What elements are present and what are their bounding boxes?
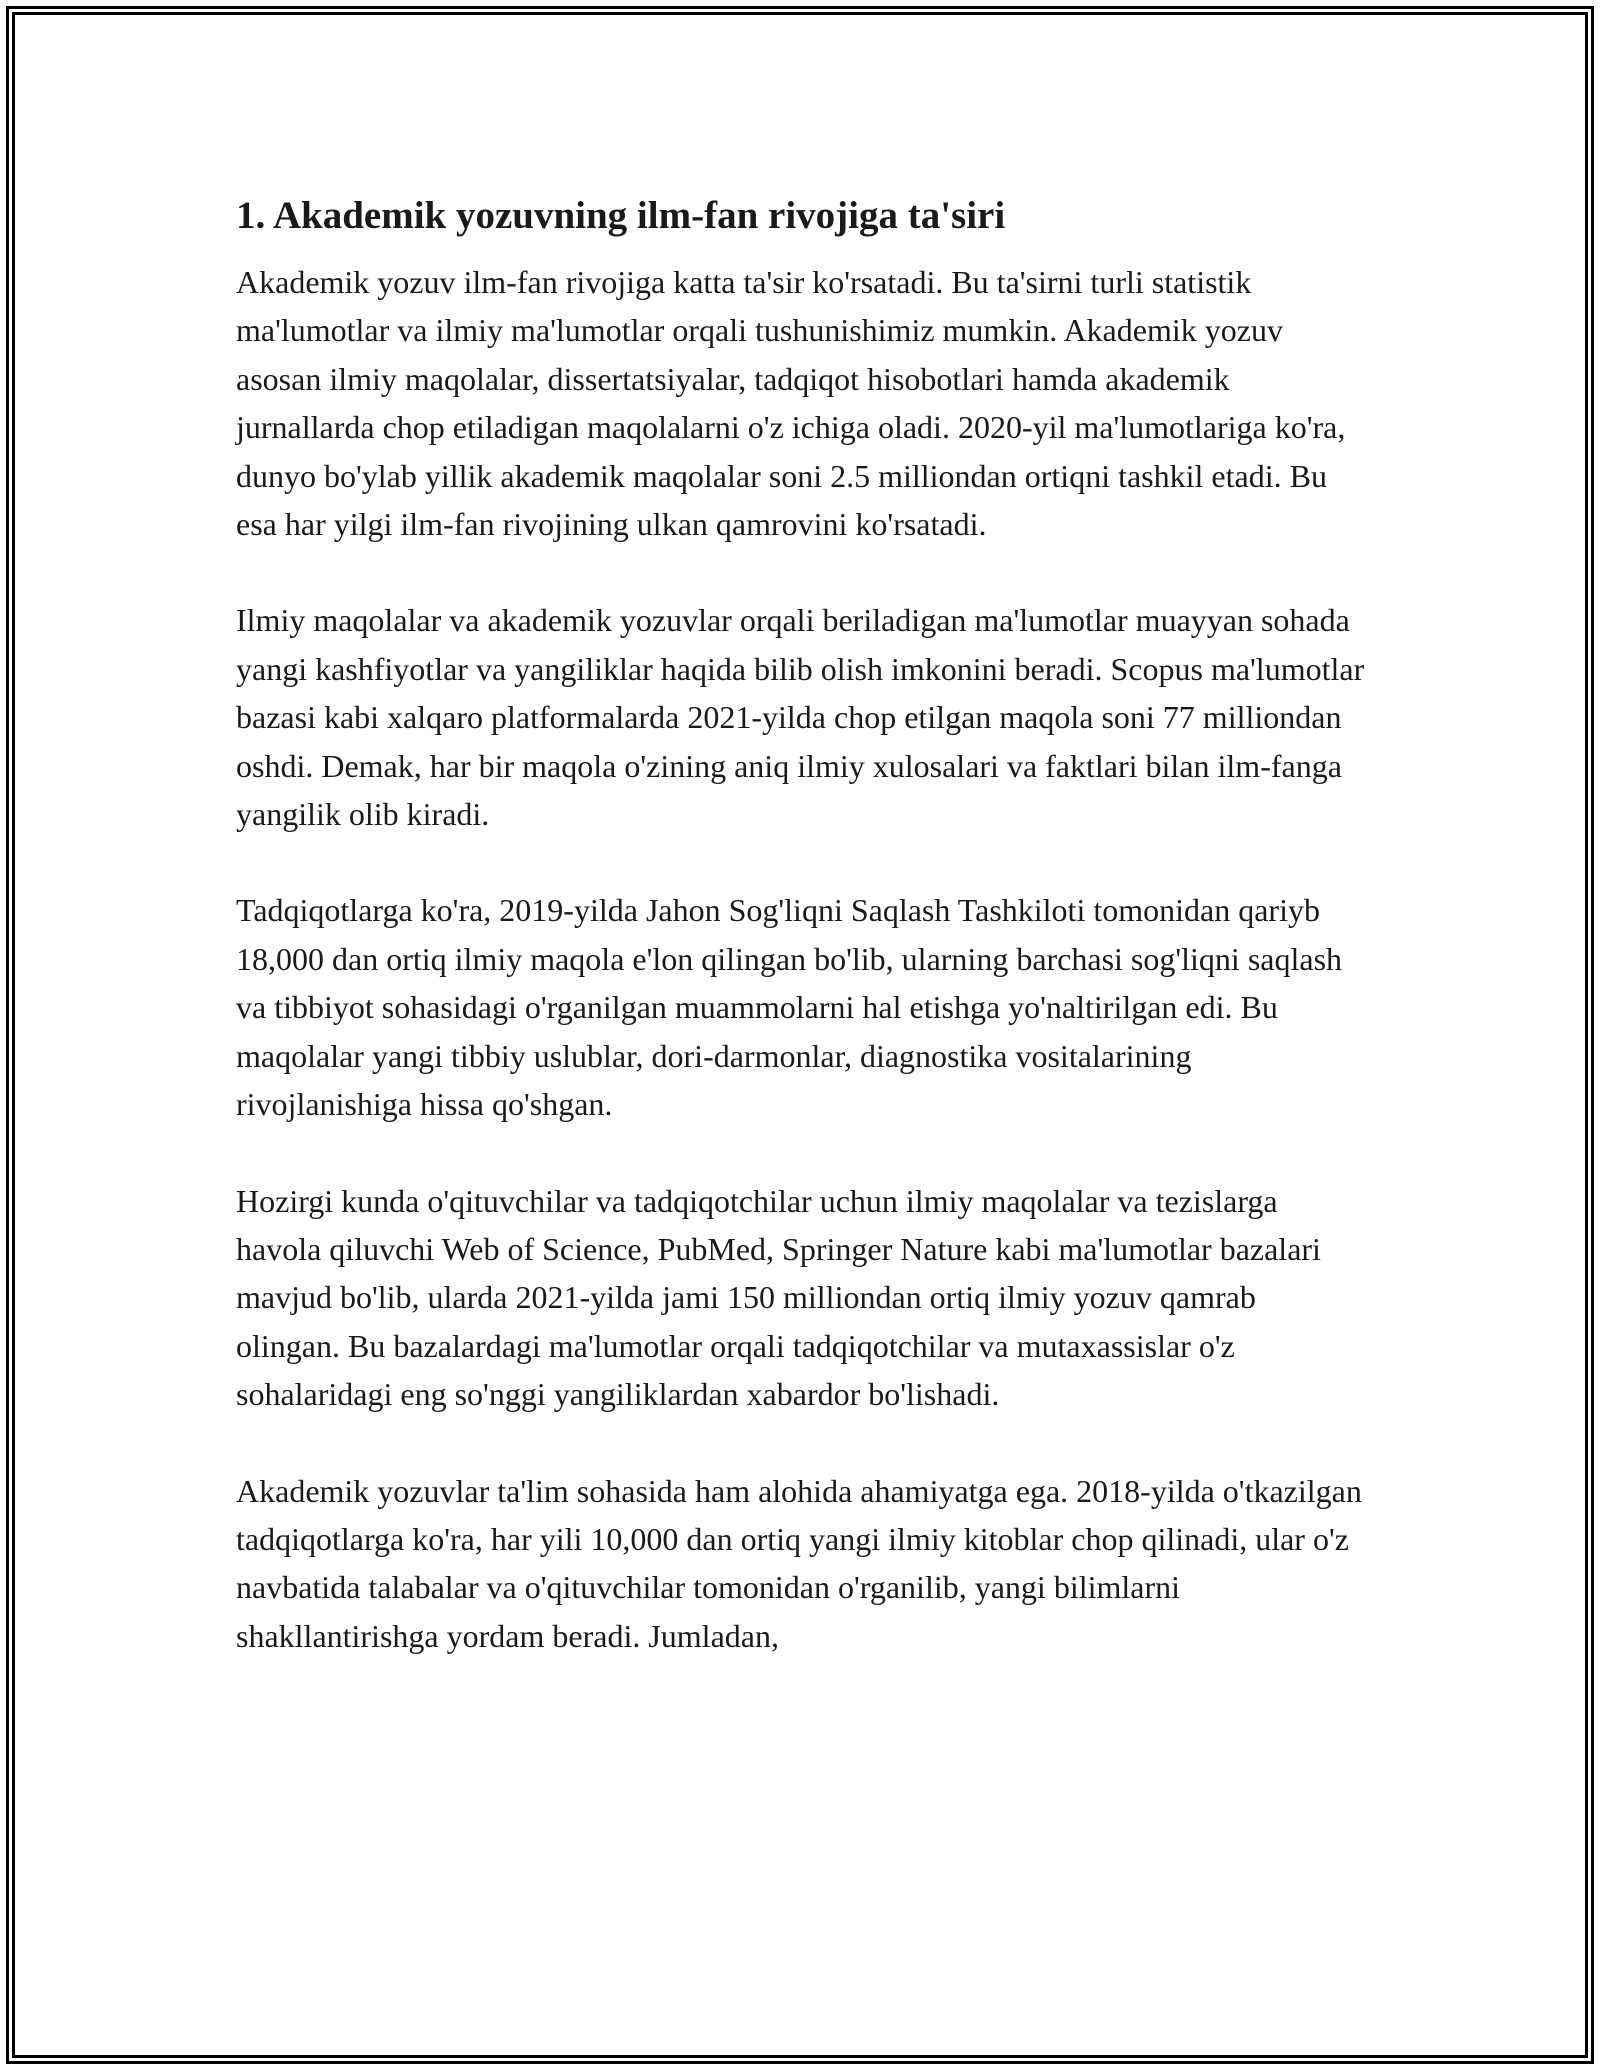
paragraph-4: Hozirgi kunda o'qituvchilar va tadqiqotchilar uchun ilmiy maqolalar va tezislarga havola qiluvchi Web of Science, PubMed, Springer Nature kabi ma'lumotlar bazalari mavjud bo'lib, ularda 2021-yilda jami 150 milliondan ortiq ilmiy yozuv qamrab olingan. Bu bazalardagi ma'lumotlar orqali tadqiqotchilar va mutaxassislar o'z sohalaridagi eng so'nggi yangiliklardan xabardor bo'lishadi.: [236, 1182, 1321, 1413]
paragraph-1: Akademik yozuv ilm-fan rivojiga katta ta'sir ko'rsatadi. Bu ta'sirni turli statistik ma'lumotlar va ilmiy ma'lumotlar orqali tushunishimiz mumkin. Akademik yozuv asosan ilmiy maqolalar, dissertatsiyalar, tadqiqot hisobotlari hamda akademik jurnallarda chop etiladigan maqolalarni o'z ichiga oladi. 2020-yil ma'lumotlariga ko'ra, dunyo bo'ylab yillik akademik maqolalar soni 2.5 milliondan ortiqni tashkil etadi. Bu esa har yilgi ilm-fan rivojining ulkan qamrovini ko'rsatadi.: [236, 264, 1346, 543]
section-heading: 1. Akademik yozuvning ilm-fan rivojiga ta'siri: [236, 194, 1006, 237]
document-body: [236, 190, 1366, 1708]
paragraph-5: Akademik yozuvlar ta'lim sohasida ham alohida ahamiyatga ega. 2018-yilda o'tkazilgan tadqiqotlarga ko'ra, har yili 10,000 dan ortiq yangi ilmiy kitoblar chop qilinadi, ular o'z navbatida talabalar va o'qituvchilar tomonidan o'rganilib, yangi bilimlarni shakllantirishga yordam beradi. Jumladan,: [236, 1472, 1362, 1654]
paragraph-3: Tadqiqotlarga ko'ra, 2019-yilda Jahon Sog'liqni Saqlash Tashkiloti tomonidan qariyb 18,000 dan ortiq ilmiy maqola e'lon qilingan bo'lib, ularning barchasi sog'liqni saqlash va tibbiyot sohasidagi o'rganilgan muammolarni hal etishga yo'naltirilgan edi. Bu maqolalar yangi tibbiy uslublar, dori-darmonlar, diagnostika vositalarining rivojlanishiga hissa qo'shgan.: [236, 892, 1343, 1123]
paragraph-2: Ilmiy maqolalar va akademik yozuvlar orqali beriladigan ma'lumotlar muayyan sohada yangi kashfiyotlar va yangiliklar haqida bilib olish imkonini beradi. Scopus ma'lumotlar bazasi kabi xalqaro platformalarda 2021-yilda chop etilgan maqola soni 77 milliondan oshdi. Demak, har bir maqola o'zining aniq ilmiy xulosalari va faktlari bilan ilm-fanga yangilik olib kiradi.: [236, 602, 1365, 833]
